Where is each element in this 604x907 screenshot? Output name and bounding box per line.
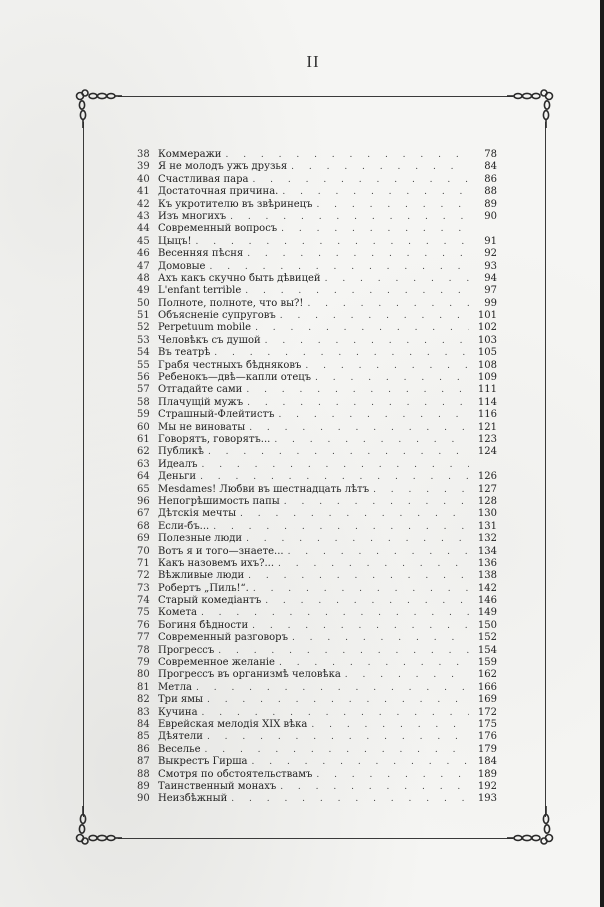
toc-entry-title: Объясненіе супруговъ (158, 310, 276, 322)
dot-leader (277, 223, 469, 235)
toc-entry-title: Полезные люди (158, 533, 243, 545)
toc-entry-page: 111 (477, 384, 497, 396)
toc-entry (137, 335, 497, 347)
toc-entry-number: 53 (137, 334, 150, 346)
toc-entry-number: 54 (137, 347, 150, 359)
toc-entry-number: 44 (137, 223, 150, 235)
toc-entry-title: Къ укротителю въ звѣринецъ (158, 198, 313, 210)
toc-entry-title: Говорятъ, говорятъ... (158, 433, 271, 445)
toc-entry-title: Неизбѣжный (158, 793, 228, 805)
toc-entry-title: Таинственный монахъ (158, 780, 277, 792)
toc-entry (137, 347, 497, 359)
toc-entry (137, 620, 497, 632)
dot-leader (280, 496, 469, 508)
toc-entry-number: 48 (137, 272, 150, 284)
toc-entry-title: Непогрѣшимость папы (158, 495, 280, 507)
toc-entry (137, 793, 497, 805)
dot-leader (209, 521, 469, 533)
toc-entry-title: Кучина (158, 706, 198, 718)
toc-entry (137, 186, 497, 198)
toc-entry-number: 46 (137, 248, 150, 260)
frame-right-rule (545, 122, 546, 817)
toc-entry-title: Современный разговоръ (158, 632, 288, 644)
toc-entry-page: 162 (477, 669, 497, 681)
dot-leader (243, 397, 469, 409)
toc-entry (137, 223, 497, 235)
toc-entry-title: Веселье (158, 743, 201, 755)
toc-entry-page: 159 (477, 657, 497, 669)
floral-chain-icon (507, 86, 557, 128)
dot-leader (227, 793, 469, 805)
toc-entry (137, 632, 497, 644)
dot-leader (312, 769, 469, 781)
dot-leader (369, 484, 469, 496)
toc-entry-number: 79 (137, 657, 150, 669)
toc-entry (137, 496, 497, 508)
corner-ornament-icon (72, 806, 122, 848)
toc-entry-page: 138 (477, 570, 497, 582)
dot-leader (214, 645, 469, 657)
toc-entry-page: 103 (477, 334, 497, 346)
toc-entry-number: 77 (137, 632, 150, 644)
toc-entry-number: 42 (137, 198, 150, 210)
toc-entry (137, 372, 497, 384)
toc-entry-page: 78 (484, 149, 497, 160)
toc-entry-title: Метла (158, 681, 193, 693)
toc-entry-page: 175 (477, 718, 497, 730)
toc-entry-title: Достаточная причина. (158, 186, 279, 198)
dot-leader (242, 533, 469, 545)
toc-entry-number: 73 (137, 582, 150, 594)
toc-entry-number: 57 (137, 384, 150, 396)
dot-leader (288, 632, 469, 644)
page-number: II (306, 52, 320, 71)
toc-entry (137, 707, 497, 719)
toc-entry-number: 47 (137, 260, 150, 272)
toc-entry-title: Ребенокъ—двѣ—капли отецъ (158, 372, 312, 384)
toc-entry-page: 136 (477, 557, 497, 569)
toc-entry-number: 38 (137, 149, 150, 160)
toc-entry-page: 89 (484, 198, 497, 210)
toc-entry-page: 109 (477, 372, 497, 384)
toc-entry-page: 116 (477, 409, 497, 421)
toc-entry-number: 80 (137, 669, 150, 681)
toc-entry-number: 78 (137, 644, 150, 656)
toc-entry (137, 161, 497, 173)
toc-entry-page: 101 (477, 310, 497, 322)
toc-entry (137, 558, 497, 570)
dot-leader (243, 248, 469, 260)
toc-entry (137, 199, 497, 211)
toc-entry (137, 310, 497, 322)
toc-entry-page: 102 (477, 322, 497, 334)
toc-entry-number: 68 (137, 520, 150, 532)
toc-entry (137, 261, 497, 273)
toc-entry (137, 682, 497, 694)
toc-entry (137, 769, 497, 781)
toc-entry (137, 781, 497, 793)
toc-entry-title: L'enfant terrible (158, 285, 242, 297)
toc-entry-number: 83 (137, 706, 150, 718)
dot-leader (307, 719, 469, 731)
toc-entry-page: 92 (484, 248, 497, 260)
toc-entry-number: 86 (137, 743, 150, 755)
toc-entry-number: 87 (137, 756, 150, 768)
floral-chain-icon (507, 806, 557, 848)
toc-entry-number: 96 (137, 495, 150, 507)
toc-entry-page: 172 (477, 706, 497, 718)
toc-entry (137, 508, 497, 520)
toc-entry (137, 731, 497, 743)
toc-entry-number: 67 (137, 508, 150, 520)
toc-entry-title: Страшный-Флейтистъ (158, 409, 275, 421)
toc-entry-page: 132 (477, 533, 497, 545)
toc-entry-title: Perpetuum mobile (158, 322, 252, 334)
dot-leader (226, 211, 469, 223)
toc-entry-page: 97 (484, 285, 497, 297)
toc-entry-title: Вѣжливые люди (158, 570, 245, 582)
toc-entry (137, 322, 497, 334)
toc-entry-page: 86 (484, 173, 497, 185)
dot-leader (192, 682, 469, 694)
toc-entry-page: 176 (477, 731, 497, 743)
toc-entry (137, 285, 497, 297)
toc-entry-page: 123 (477, 433, 497, 445)
toc-entry-number: 50 (137, 297, 150, 309)
toc-entry (137, 645, 497, 657)
toc-entry-title: Выкрестъ Гирша (158, 756, 248, 768)
toc-entry-page: 192 (477, 780, 497, 792)
toc-entry-number: 64 (137, 471, 150, 483)
dot-leader (251, 322, 469, 334)
toc-entry (137, 694, 497, 706)
toc-entry-page: 88 (484, 186, 497, 198)
toc-entry-page: 131 (477, 520, 497, 532)
toc-entry-title: Дѣятели (158, 731, 203, 743)
toc-entry-number: 45 (137, 235, 150, 247)
toc-entry-number: 51 (137, 310, 150, 322)
dot-leader (312, 199, 469, 211)
dot-leader (248, 620, 469, 632)
toc-entry-title: Цыцъ! (158, 235, 192, 247)
toc-entry-title: Прогрессъ (158, 644, 215, 656)
toc-entry-page: 126 (477, 471, 497, 483)
toc-entry-title: Если-бъ... (158, 520, 210, 532)
toc-entry-page: 99 (484, 297, 497, 309)
toc-entry-number: 89 (137, 780, 150, 792)
toc-entry-title: Mesdames! Любви въ шестнадцать лѣтъ (158, 483, 370, 495)
toc-entry-title: Деньги (158, 471, 197, 483)
toc-entry-title: Въ театрѣ (158, 347, 211, 359)
toc-entry-title: Грабя честныхъ бѣдняковъ (158, 359, 302, 371)
toc-entry-title: Изъ многихъ (158, 210, 227, 222)
toc-entry-page: 90 (484, 210, 497, 222)
dot-leader (221, 149, 469, 161)
toc-entry (137, 360, 497, 372)
dot-leader (203, 694, 469, 706)
table-of-contents (137, 149, 497, 806)
toc-entry-page: 108 (477, 359, 497, 371)
toc-entry-title: Еврейская мелодія XIX вѣка (158, 718, 308, 730)
toc-entry (137, 657, 497, 669)
toc-entry-title: Вотъ я и того—знаете... (158, 545, 284, 557)
toc-entry-number: 55 (137, 359, 150, 371)
toc-entry-number: 63 (137, 458, 150, 470)
dot-leader (249, 583, 469, 595)
toc-entry (137, 533, 497, 545)
toc-entry-number: 61 (137, 433, 150, 445)
toc-entry-page: 189 (477, 768, 497, 780)
dot-leader (275, 657, 469, 669)
dot-leader (245, 422, 469, 434)
toc-entry-number: 41 (137, 186, 150, 198)
toc-entry-page: 130 (477, 508, 497, 520)
dot-leader (261, 335, 469, 347)
dot-leader (311, 372, 469, 384)
dot-leader (341, 669, 469, 681)
toc-entry (137, 273, 497, 285)
dot-leader (236, 508, 469, 520)
dot-leader (274, 409, 469, 421)
toc-entry-title: Мы не виноваты (158, 421, 246, 433)
toc-entry-title: Робертъ „Пиль!“. (158, 582, 249, 594)
toc-entry-number: 62 (137, 446, 150, 458)
dot-leader (242, 384, 469, 396)
floral-chain-icon (72, 86, 122, 128)
toc-entry-page: 121 (477, 421, 497, 433)
toc-entry (137, 521, 497, 533)
toc-entry-title: Старый комедіантъ (158, 595, 262, 607)
dot-leader (278, 186, 469, 198)
toc-entry-number: 59 (137, 409, 150, 421)
toc-entry-number: 71 (137, 557, 150, 569)
toc-entry (137, 422, 497, 434)
dot-leader (203, 731, 469, 743)
toc-entry-number: 88 (137, 768, 150, 780)
toc-entry-title: Ахъ какъ скучно быть дѣвицей (158, 272, 321, 284)
toc-entry (137, 434, 497, 446)
toc-entry-page: 91 (484, 235, 497, 247)
frame-left-rule (83, 122, 84, 817)
corner-ornament-icon (507, 806, 557, 848)
toc-entry (137, 583, 497, 595)
dot-leader (248, 756, 470, 768)
corner-ornament-icon (72, 86, 122, 128)
dot-leader (276, 310, 469, 322)
toc-entry-page: 149 (477, 607, 497, 619)
toc-entry (137, 719, 497, 731)
toc-entry-title: Современный вопросъ (158, 223, 278, 235)
dot-leader (201, 744, 470, 756)
toc-entry-number: 52 (137, 322, 150, 334)
toc-entry (137, 459, 497, 471)
toc-entry-number: 81 (137, 681, 150, 693)
toc-entry-title: Коммеражи (158, 149, 222, 160)
scan-edge (600, 0, 604, 907)
dot-leader (284, 546, 469, 558)
toc-entry-page: 127 (477, 483, 497, 495)
dot-leader (321, 273, 469, 285)
toc-entry (137, 298, 497, 310)
toc-entry (137, 236, 497, 248)
toc-entry (137, 546, 497, 558)
toc-entry-title: Прогрессъ въ организмѣ человѣка (158, 669, 341, 681)
toc-entry-number: 75 (137, 607, 150, 619)
toc-entry (137, 248, 497, 260)
toc-entry-number: 72 (137, 570, 150, 582)
toc-entry-page: 166 (477, 681, 497, 693)
toc-entry (137, 211, 497, 223)
dot-leader (303, 298, 469, 310)
dot-leader (197, 607, 469, 619)
corner-ornament-icon (507, 86, 557, 128)
toc-entry-title: Какъ назовемъ ихъ?... (158, 557, 275, 569)
frame-top-rule (118, 96, 513, 97)
toc-entry (137, 409, 497, 421)
toc-entry-title: Современное желаніе (158, 657, 275, 669)
dot-leader (241, 285, 469, 297)
toc-entry-title: Я не молодъ ужъ друзья (158, 161, 288, 173)
toc-entry-title: Отгадайте сами (158, 384, 243, 396)
toc-entry (137, 669, 497, 681)
toc-entry-page: 193 (477, 793, 497, 805)
toc-entry (137, 595, 497, 607)
toc-entry-page: 179 (477, 743, 497, 755)
toc-entry-page: 146 (477, 595, 497, 607)
toc-entry-title: Счастливая пара (158, 173, 249, 185)
toc-entry-page: 124 (477, 446, 497, 458)
toc-entry-page: 105 (477, 347, 497, 359)
toc-entry-title: Публикѣ (158, 446, 204, 458)
dot-leader (287, 161, 469, 173)
toc-entry (137, 607, 497, 619)
toc-entry (137, 471, 497, 483)
dot-leader (261, 595, 469, 607)
toc-entry-page: 184 (477, 756, 497, 768)
toc-entry-title: Идеалъ (158, 458, 198, 470)
toc-entry-number: 49 (137, 285, 150, 297)
dot-leader (210, 347, 469, 359)
dot-leader (192, 236, 470, 248)
toc-entry-number: 58 (137, 396, 150, 408)
toc-entry-number: 39 (137, 161, 150, 173)
dot-leader (196, 471, 469, 483)
toc-entry-title: Богиня бѣдности (158, 619, 249, 631)
toc-entry-page: 84 (484, 161, 497, 173)
dot-leader (204, 446, 469, 458)
toc-entry-page: 128 (477, 495, 497, 507)
toc-entry-title: Человѣкъ съ душой (158, 334, 261, 346)
toc-entry-title: Комета (158, 607, 197, 619)
toc-entry-number: 90 (137, 793, 150, 805)
toc-entry-page: 114 (477, 396, 497, 408)
toc-entry-page: 93 (484, 260, 497, 272)
toc-entry-page: 154 (477, 644, 497, 656)
toc-entry (137, 484, 497, 496)
toc-entry (137, 570, 497, 582)
toc-entry-title: Плачущій мужъ (158, 396, 244, 408)
toc-entry-number: 85 (137, 731, 150, 743)
toc-entry-number: 40 (137, 173, 150, 185)
toc-entry (137, 149, 497, 161)
dot-leader (198, 707, 469, 719)
dot-leader (270, 434, 469, 446)
toc-entry-page: 134 (477, 545, 497, 557)
frame-bottom-rule (118, 838, 513, 839)
toc-entry-number: 76 (137, 619, 150, 631)
dot-leader (276, 781, 469, 793)
toc-entry-number: 65 (137, 483, 150, 495)
dot-leader (244, 570, 469, 582)
dot-leader (205, 261, 469, 273)
toc-entry-number: 60 (137, 421, 150, 433)
toc-entry (137, 446, 497, 458)
toc-entry-page: 152 (477, 632, 497, 644)
toc-entry-page: 142 (477, 582, 497, 594)
toc-entry (137, 397, 497, 409)
toc-entry-page: 169 (477, 694, 497, 706)
dot-leader (301, 360, 469, 372)
dot-leader (274, 558, 469, 570)
toc-entry-title: Весенняя пѣсня (158, 248, 244, 260)
toc-entry-title: Дѣтскія мечты (158, 508, 237, 520)
toc-entry-page: 94 (484, 272, 497, 284)
toc-entry-number: 56 (137, 372, 150, 384)
toc-entry-number: 70 (137, 545, 150, 557)
toc-entry (137, 174, 497, 186)
toc-entry-page: 150 (477, 619, 497, 631)
toc-entry-title: Полноте, полноте, что вы?! (158, 297, 304, 309)
toc-entry-title: Смотря по обстоятельствамъ (158, 768, 313, 780)
toc-entry (137, 756, 497, 768)
toc-entry-number: 82 (137, 694, 150, 706)
floral-chain-icon (72, 806, 122, 848)
dot-leader (197, 459, 469, 471)
toc-entry-number: 84 (137, 718, 150, 730)
toc-entry-number: 43 (137, 210, 150, 222)
dot-leader (248, 174, 469, 186)
toc-entry-number: 69 (137, 533, 150, 545)
toc-entry-title: Три ямы (158, 694, 203, 706)
toc-entry (137, 744, 497, 756)
toc-entry-number: 74 (137, 595, 150, 607)
toc-entry-title: Домовые (158, 260, 206, 272)
toc-entry (137, 384, 497, 396)
